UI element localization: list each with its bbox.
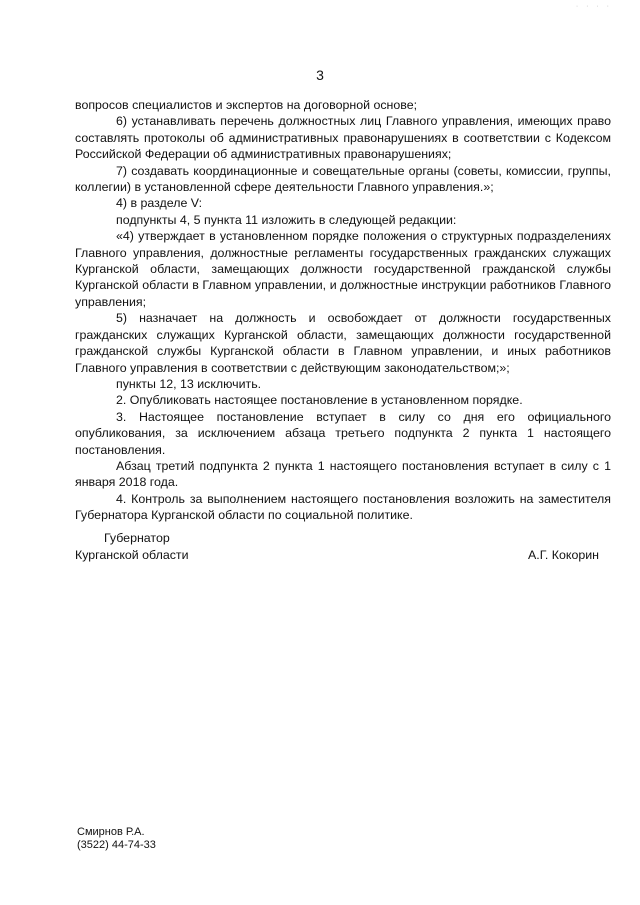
corner-mark: · · · · (575, 3, 612, 10)
body-paragraph: 3. Настоящее постановление вступает в силу со дня его официального опубликования, за исключением абзаца третьего подпункта 2 пункта 1 настоящего постановления. (75, 409, 611, 457)
body-paragraph: пункты 12, 13 исключить. (116, 376, 262, 391)
signatory-name: А.Г. Кокорин (528, 548, 600, 562)
body-paragraph: вопросов специалистов и экспертов на договорной основе; (75, 98, 418, 112)
body-paragraph: 4) в разделе V: (116, 196, 203, 211)
signatory-title (75, 530, 189, 564)
executor-phone: (3522) 44-74-33 (77, 839, 156, 851)
document-body (75, 97, 611, 524)
body-paragraph: 5) назначает на должность и освобождает от должности государственных гражданских служащих Курганской области, замещающих должности государственной гражданской службы Курганской области в Главном управлении, и иных работников Главного управления в соответствии с действующим законодательством;»; (75, 311, 611, 375)
body-paragraph: «4) утверждает в установленном порядке положения о структурных подразделениях Главного управления, должностные регламенты государственных гражданских служащих Курганской области, замещающих должности государственной гражданской службы Курганской области в Главном управлении, и должностные инструкции работников Главного управления; (75, 229, 611, 309)
body-paragraph: подпункты 4, 5 пункта 11 изложить в следующей редакции: (116, 212, 457, 227)
body-paragraph: 6) устанавливать перечень должностных лиц Главного управления, имеющих право составлять протоколы об административных правонарушениях в соответствии с Кодексом Российской Федерации об административных правонарушениях; (75, 114, 611, 162)
signatory-title-line1: Губернатор (104, 531, 170, 545)
body-paragraph: 4. Контроль за выполнением настоящего постановления возложить на заместителя Губернатора Курганской области по социальной политике. (75, 491, 611, 523)
body-paragraph: Абзац третий подпункта 2 пункта 1 настоящего постановления вступает в силу с 1 января 2018 года. (75, 458, 611, 490)
executor-name: Смирнов Р.А. (77, 826, 145, 838)
page-number: 3 (316, 67, 324, 83)
executor-block (77, 826, 156, 852)
body-paragraph: 7) создавать координационные и совещательные органы (советы, комиссии, группы, коллегии) в установленной сфере деятельности Главного управления.»; (75, 163, 611, 195)
signatory-title-line2: Курганской области (75, 548, 189, 562)
body-paragraph: 2. Опубликовать настоящее постановление в установленном порядке. (116, 393, 523, 408)
